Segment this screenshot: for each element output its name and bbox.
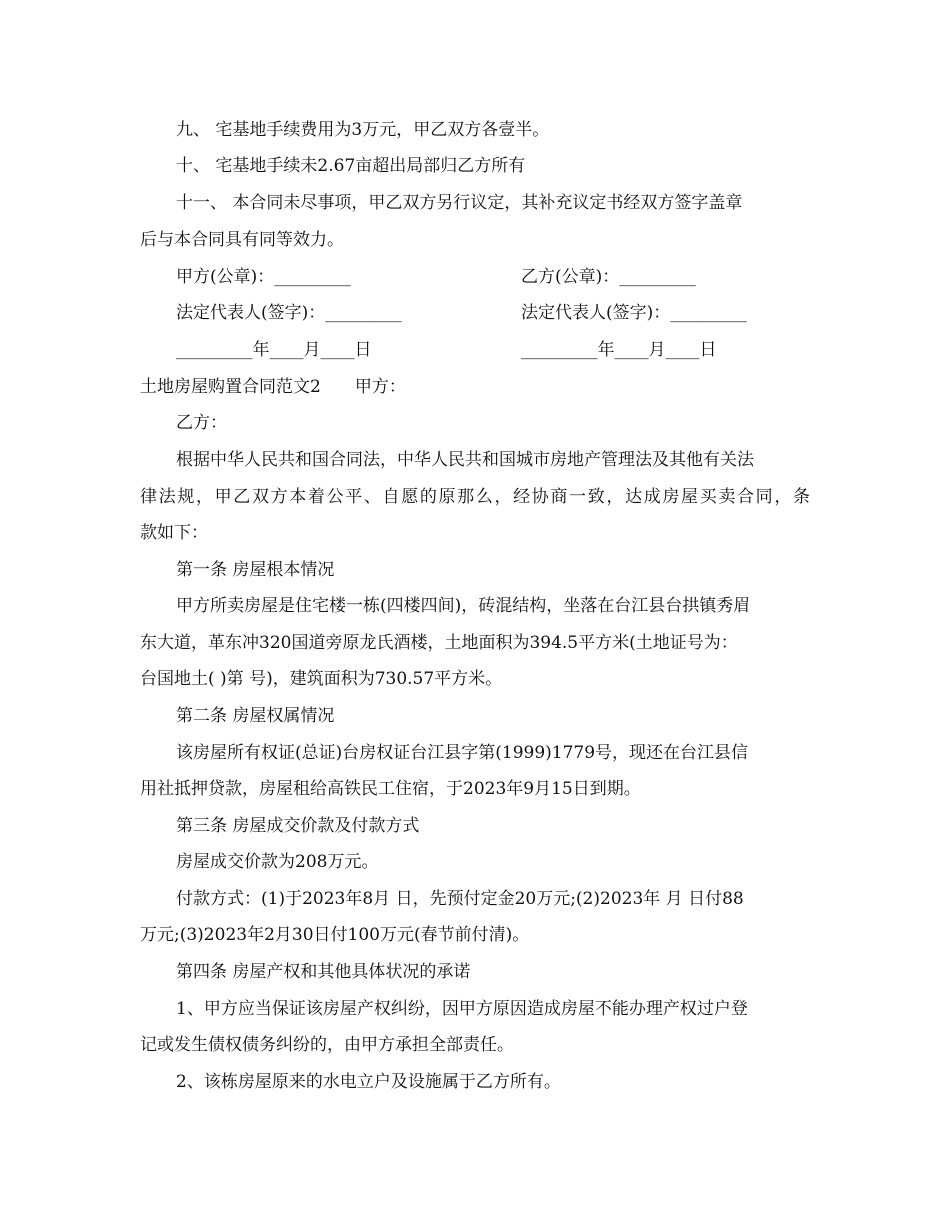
article-4-heading: 第四条 房屋产权和其他具体状况的承诺	[176, 962, 471, 982]
contract-2-title: 土地房屋购置合同范文2 甲方：	[140, 377, 406, 397]
article-4-item1-line1: 1、甲方应当保证该房屋产权纠纷，因甲方原因造成房屋不能办理产权过户登	[176, 999, 748, 1019]
article-3-price: 房屋成交价款为208万元。	[176, 852, 379, 872]
party-b-label: 乙方：	[176, 413, 227, 433]
signature-party-a-date: _________年____月____日	[176, 340, 372, 360]
article-3-payment-line2: 万元;(3)2023年2月30日付100万元(春节前付清)。	[140, 925, 530, 945]
clause-9: 九、 宅基地手续费用为3万元，甲乙双方各壹半。	[176, 120, 550, 140]
article-2-line1: 该房屋所有权证(总证)台房权证台江县字第(1999)1779号，现还在台江县信	[176, 743, 749, 763]
article-1-line3: 台国地土( )第 号)，建筑面积为730.57平方米。	[140, 669, 503, 689]
signature-party-b-date: _________年____月____日	[521, 340, 717, 360]
article-2-heading: 第二条 房屋权属情况	[176, 706, 335, 726]
clause-11-line1: 十一、 本合同未尽事项，甲乙双方另行议定，其补充议定书经双方签字盖章	[176, 193, 743, 213]
article-1-heading: 第一条 房屋根本情况	[176, 560, 335, 580]
signature-party-a-seal: 甲方(公章)：_________	[176, 267, 351, 287]
preamble-line2: 律法规，甲乙双方本着公平、自愿的原那么，经协商一致，达成房屋买卖合同，条	[140, 487, 810, 507]
article-3-heading: 第三条 房屋成交价款及付款方式	[176, 816, 420, 836]
article-4-item2: 2、该栋房屋原来的水电立户及设施属于乙方所有。	[176, 1072, 561, 1092]
article-3-payment-line1: 付款方式：(1)于2023年8月 日，先预付定金20万元;(2)2023年 月 日付88	[176, 889, 744, 909]
signature-party-b-representative: 法定代表人(签字)：_________	[521, 303, 747, 323]
signature-party-b-seal: 乙方(公章)：_________	[521, 267, 696, 287]
preamble-line3: 款如下：	[140, 523, 208, 543]
clause-11-line2: 后与本合同具有同等效力。	[140, 230, 344, 250]
preamble-line1: 根据中华人民共和国合同法，中华人民共和国城市房地产管理法及其他有关法	[176, 450, 754, 470]
article-1-line2: 东大道，革东冲320国道旁原龙氏酒楼，土地面积为394.5平方米(土地证号为：	[140, 633, 738, 653]
article-2-line2: 用社抵押贷款，房屋租给高铁民工住宿，于2023年9月15日到期。	[140, 779, 641, 799]
clause-10: 十、 宅基地手续未2.67亩超出局部归乙方所有	[176, 156, 526, 176]
article-1-line1: 甲方所卖房屋是住宅楼一栋(四楼四间)，砖混结构，坐落在台江县台拱镇秀眉	[176, 596, 751, 616]
signature-party-a-representative: 法定代表人(签字)：_________	[176, 303, 402, 323]
article-4-item1-line2: 记或发生债权债务纠纷的，由甲方承担全部责任。	[140, 1035, 514, 1055]
